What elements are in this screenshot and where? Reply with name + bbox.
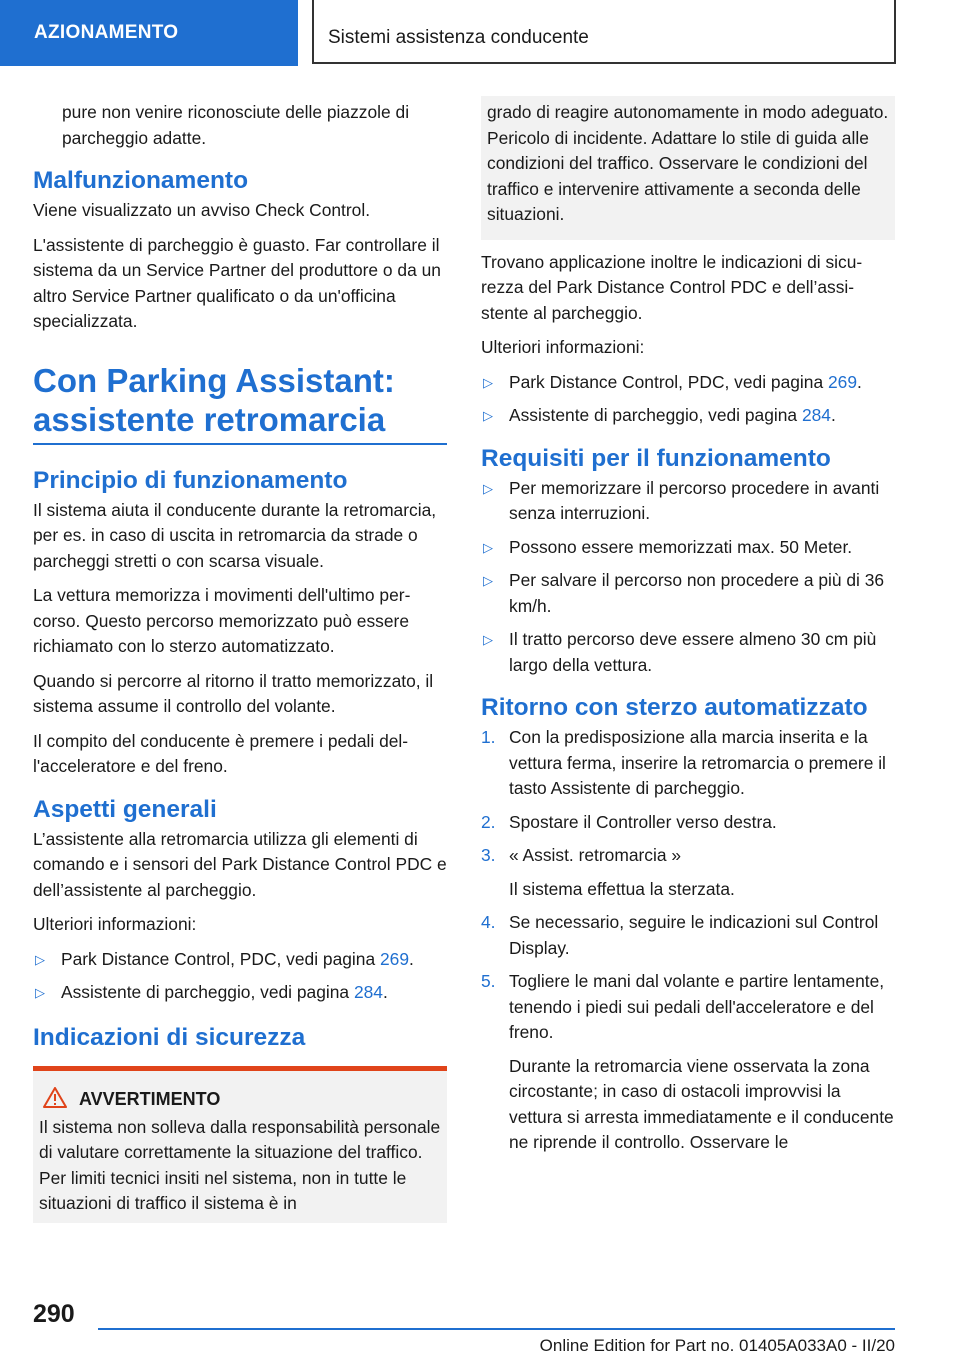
chapter-title: Sistemi assistenza conducente (312, 0, 896, 64)
right-column (481, 100, 895, 1166)
page-header (0, 0, 960, 66)
step-note: Il sistema effettua la sterzata. (509, 878, 735, 899)
step-number: 3. (481, 845, 496, 865)
page-link[interactable]: 269 (379, 948, 409, 969)
triangle-bullet-icon: ▷ (483, 632, 493, 647)
list-item: ▷ Park Distance Control, PDC, vedi pagina 269. (33, 947, 447, 973)
footer-divider (98, 1328, 895, 1330)
reference-list (481, 370, 895, 429)
footer-edition: Online Edition for Part no. 01405A033A0 - II/20 (539, 1336, 895, 1355)
paragraph: L’assistente alla retromarcia utilizza gli elementi di comando e i sensori del Park Distance Control PDC e dell’assistente al parcheggio. (33, 828, 447, 900)
section-title (33, 361, 447, 445)
step-item: 2. Spostare il Controller verso destra. (481, 810, 895, 836)
triangle-bullet-icon: ▷ (35, 951, 45, 967)
heading-malfunzionamento: Malfunzionamento (33, 167, 249, 194)
reference-list (33, 947, 447, 1006)
triangle-bullet-icon: ▷ (483, 480, 493, 496)
requirements-list (481, 476, 895, 679)
step-item: 4. Se necessario, seguire le indicazioni sul Control Display. (481, 912, 879, 958)
paragraph: Il compito del conducente è premere i pedali dell'acceleratore e del freno. (33, 730, 409, 776)
list-item: ▷ Per memorizzare il percorso procedere in avanti senza interruzioni. (483, 477, 880, 523)
section-title-line: assistente retromarcia (33, 400, 386, 438)
steps-list (481, 725, 895, 1156)
heading-requisiti: Requisiti per il funzionamento (481, 444, 831, 472)
triangle-bullet-icon: ▷ (483, 374, 493, 390)
warning-triangle-icon (43, 1087, 67, 1108)
warning-text: Il sistema non solleva dalla responsabilità personale di valutare correttamente la situazione del traffico. Per limiti tecnici insiti nel sistema, non in tutte le situazioni di traffico il sistema è in (39, 1116, 441, 1213)
step-number: 4. (481, 912, 496, 932)
step-item: 1. Con la predisposizione alla marcia inserita e la vettura ferma, inserire la retromarcia o premere il tasto Assistente di parcheggio. (481, 727, 886, 798)
paragraph: Ulteriori informazioni: (481, 337, 645, 357)
triangle-bullet-icon: ▷ (483, 573, 493, 588)
page-link[interactable]: 284 (801, 405, 831, 425)
paragraph: L'assistente di parcheggio è guasto. Far controllare il sistema da un Service Partner del produttore o da un altro Service Partner qualificato o da un'officina specializzata. (33, 234, 441, 331)
list-item: ▷ Park Distance Control, PDC, vedi pagina 269. (481, 370, 895, 396)
triangle-bullet-icon: ▷ (35, 985, 45, 1000)
warning-text: grado di reagire autonomamente in modo adeguato. Pericolo di incidente. Adattare lo stile di guida alle condizioni del traffico. Osservare le condizioni del traffico e intervenire attivamente a seconda delle situazioni. (487, 102, 889, 224)
list-item: ▷ Per salvare il percorso non procedere a più di 36 km/h. (483, 570, 885, 616)
heading-ritorno: Ritorno con sterzo automatizzato (481, 694, 868, 721)
list-item: ▷ Assistente di parcheggio, vedi pagina 284. (481, 403, 895, 429)
step-number: 5. (481, 971, 496, 991)
page-link[interactable]: 269 (827, 371, 857, 392)
warning-box (33, 1066, 447, 1223)
page-link[interactable]: 284 (353, 982, 383, 1002)
paragraph: Il sistema aiuta il conducente durante la retromarcia, per es. in caso di uscita in retromarcia da strade o parcheggi stretti o con scarsa visuale. (33, 499, 437, 571)
warning-box-continued (481, 96, 895, 240)
step-number: 1. (481, 727, 496, 747)
continued-bullet-text: pure non venire riconosciute delle piazzole di parcheggio adatte. (62, 102, 410, 148)
step-item: 5. Togliere le mani dal volante e partire lentamente, tenendo i piedi sui pedali dell'acceleratore e del freno. Durante la retromarcia viene osservata la zona circostante; in caso di ostacoli improvvisi la vettura si arresta immediatamente e il conducente ne riprende il controllo. Osservare le (481, 969, 895, 1156)
step-number: 2. (481, 811, 496, 832)
paragraph: Quando si percorre al ritorno il tratto memorizzato, il sistema assume il controllo del volante. (33, 670, 434, 716)
warning-title: AVVERTIMENTO (39, 1087, 441, 1111)
page-number: 290 (33, 1300, 75, 1328)
triangle-bullet-icon: ▷ (483, 539, 493, 555)
left-column (33, 100, 447, 1223)
triangle-bullet-icon: ▷ (483, 408, 493, 423)
list-item: ▷ Possono essere memorizzati max. 50 Meter. (481, 535, 895, 561)
list-item: ▷ Assistente di parcheggio, vedi pagina 284. (33, 980, 447, 1006)
paragraph: La vettura memorizza i movimenti dell'ultimo percorso. Questo percorso memorizzato può essere richiamato con lo sterzo automatizzato. (33, 585, 411, 656)
paragraph: Ulteriori informazioni: (33, 914, 197, 934)
step-item: 3. « Assist. retromarcia » Il sistema effettua la sterzata. (481, 843, 895, 902)
list-item: ▷ Il tratto percorso deve essere almeno 30 cm più largo della vettura. (483, 629, 877, 675)
paragraph: Trovano applicazione inoltre le indicazioni di sicurezza del Park Distance Control PDC e dell’assistente al parcheggio. (481, 251, 863, 323)
heading-sicurezza: Indicazioni di sicurezza (33, 1023, 306, 1051)
heading-principio: Principio di funzionamento (33, 466, 348, 494)
section-title-line: Con Parking Assistant: (33, 361, 395, 399)
section-tab[interactable]: AZIONAMENTO (0, 0, 298, 66)
heading-aspetti: Aspetti generali (33, 795, 217, 823)
paragraph: Viene visualizzato un avviso Check Control. (33, 200, 371, 220)
step-note: Durante la retromarcia viene osservata la zona circostante; in caso di ostacoli improvvisi la vettura si arresta immediatamente e il conducente ne riprende il controllo. Osservare le (509, 1055, 894, 1152)
